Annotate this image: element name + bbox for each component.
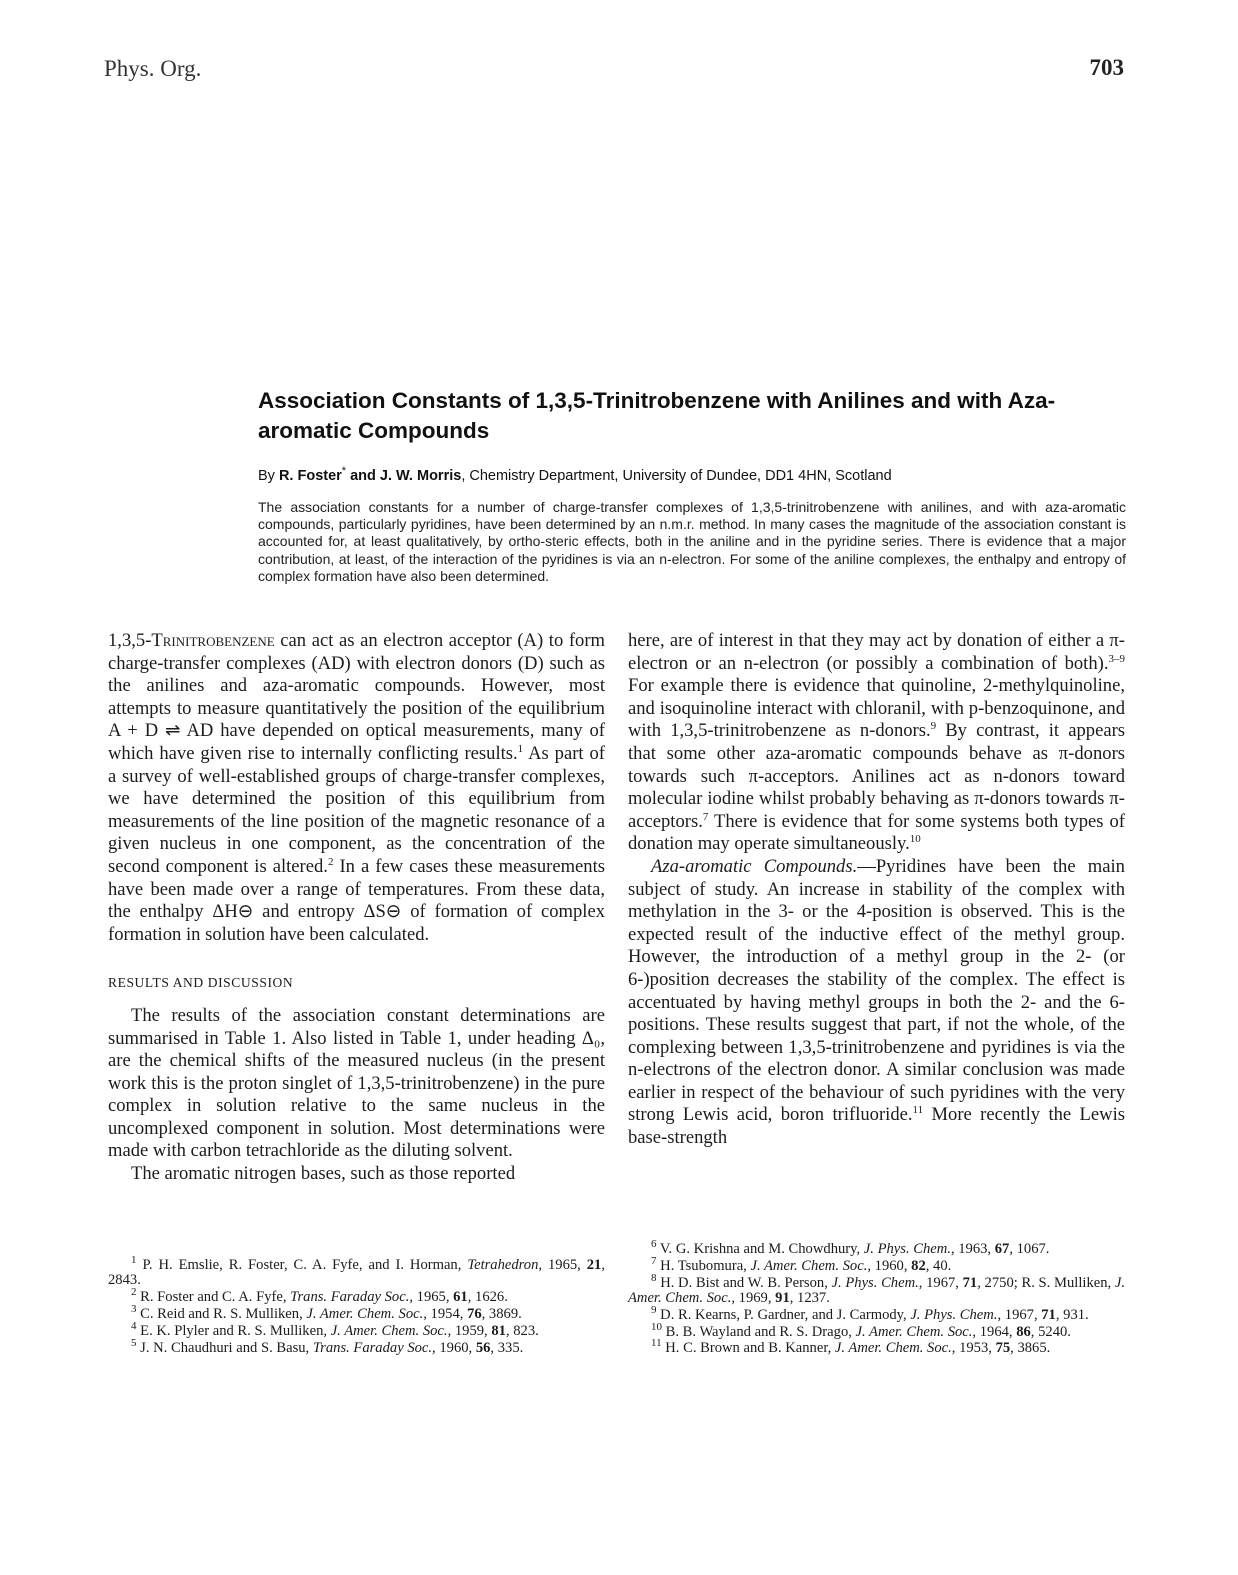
footnote-year: , 1953, <box>951 1340 996 1357</box>
footnote-journal: J. Amer. Chem. Soc. <box>750 1257 868 1274</box>
nitrogen-text-c: By contrast, it appears that some other aza-aromatic compounds behave as π-donors towards such π-acceptors. Anilines act as n-donors toward molecular iodine whilst probably behaving as π-donors towards π-acceptors. <box>628 720 1125 832</box>
nitrogen-text-b: For example there is evidence that quinoline, 2-methylquinoline, and isoquinoline interact with chloranil, with p-benzoquinone, and with 1,3,5-trinitrobenzene as n-donors. <box>628 675 1125 742</box>
footnote-journal-2: J. Amer. Chem. Soc. <box>628 1274 1125 1306</box>
footnote-pages: , 1626. <box>467 1289 508 1306</box>
ref-11: 11 <box>912 1104 924 1117</box>
footnote-volume: 75 <box>995 1340 1011 1357</box>
affiliation: , Chemistry Department, University of Dundee, DD1 4HN, Scotland <box>461 468 892 484</box>
footnote-pages: , 3865. <box>1010 1340 1051 1357</box>
footnote-year: , 1967, <box>997 1306 1042 1323</box>
footnote-authors: J. N. Chaudhuri and S. Basu, <box>140 1339 313 1356</box>
footnote-5 <box>108 1336 605 1356</box>
footnote-volume: 76 <box>467 1306 482 1322</box>
footnote-pages: , 2843. <box>108 1257 605 1289</box>
footnote-11 <box>628 1337 1125 1357</box>
nitrogen-paragraph-start: The aromatic nitrogen bases, such as those reported <box>131 1163 516 1185</box>
footnote-pages: , 931. <box>1055 1306 1089 1323</box>
aza-text-a: —Pyridines have been the main subject of study. An increase in stability of the complex with methylation in the 3- or the 4-position is observed. This is the expected result of the inductive effect of the methyl group. However, the introduction of a methyl group in the 2- (or 6-)position decreases the stability of the complex. The effect is accentuated by having methyl groups in both the 2- and the 6-positions. These results suggest that part, if not the whole, of the complexing between 1,3,5-trinitrobenzene and pyridines is via the n-electrons of the electron donor. A similar conclusion was made earlier in respect of the behaviour of such pyridines with the very strong Lewis acid, boron trifluoride. <box>628 855 1125 1126</box>
footnote-authors: D. R. Kearns, P. Gardner, and J. Carmody, <box>660 1306 911 1323</box>
aza-paragraph <box>628 856 1125 1150</box>
footnote-pages: , 335. <box>490 1339 524 1356</box>
footnote-number: 10 <box>651 1320 662 1333</box>
footnote-number: 9 <box>651 1303 657 1316</box>
intro-text-b: As part of a survey of well-established groups of charge-transfer complexes, we have determined the position of this equilibrium from measurements of the line position of the magnetic resonance of a given nucleus in one component, as the concentration of the second component is altered. <box>108 742 605 877</box>
footnote-number: 11 <box>651 1337 662 1350</box>
footnote-journal: Trans. Faraday Soc. <box>290 1289 410 1306</box>
footnote-10 <box>628 1320 1125 1340</box>
footnote-pages: , 2750; R. S. Mulliken, <box>977 1274 1115 1291</box>
footnote-year: , 1964, <box>972 1323 1017 1340</box>
ref-3-9: 3–9 <box>1108 652 1125 665</box>
footnote-number: 3 <box>131 1303 137 1316</box>
footnote-year: , 1965, <box>409 1289 454 1306</box>
footnote-3 <box>108 1303 605 1322</box>
footnote-number: 7 <box>651 1254 657 1267</box>
section-heading-results: RESULTS AND DISCUSSION <box>108 975 294 991</box>
footnote-authors: H. D. Bist and W. B. Person, <box>660 1274 832 1291</box>
footnote-volume: 21 <box>586 1257 602 1273</box>
footnote-year: , 1963, <box>950 1241 995 1257</box>
intro-paragraph <box>108 630 605 946</box>
running-head: Phys. Org. <box>104 56 202 81</box>
footnote-volume: 71 <box>1041 1306 1056 1323</box>
footnote-journal: J. Phys. Chem. <box>863 1241 951 1257</box>
page-number: 703 <box>1089 55 1124 80</box>
corresponding-author-mark: * <box>341 465 347 478</box>
footnotes-right <box>628 1238 1125 1358</box>
footnote-year-2: , 1969, <box>731 1290 776 1306</box>
nitrogen-text-a: here, are of interest in that they may act by donation of either a π-electron or an n-electron (or possibly a combination of both). <box>628 630 1125 674</box>
footnote-year: , 1965, <box>538 1257 587 1273</box>
footnote-year: , 1959, <box>447 1322 492 1339</box>
footnote-journal: Tetrahedron <box>467 1257 539 1273</box>
byline <box>258 465 1126 484</box>
footnote-volume-2: 91 <box>775 1290 790 1306</box>
intro-text-c: In a few cases these measurements have been made over a range of temperatures. From these data, the enthalpy ΔH⊖ and entropy ΔS⊖ of formation of complex formation in solution have been calculated. <box>108 855 605 945</box>
footnote-number: 5 <box>131 1336 137 1349</box>
footnote-year: , 1960, <box>867 1257 912 1274</box>
footnote-journal: J. Amer. Chem. Soc. <box>855 1323 973 1340</box>
footnote-journal: J. Amer. Chem. Soc. <box>834 1340 952 1357</box>
aza-text-b: More recently the Lewis base-strength <box>628 1104 1126 1149</box>
footnote-volume: 86 <box>1016 1323 1031 1340</box>
footnote-pages: , 823. <box>505 1322 539 1339</box>
footnote-4 <box>108 1319 605 1339</box>
ref-7: 7 <box>702 810 709 823</box>
footnote-journal: Trans. Faraday Soc. <box>312 1339 433 1356</box>
author-1: R. Foster <box>278 468 342 484</box>
footnote-pages: , 3869. <box>481 1306 522 1322</box>
ref-1: 1 <box>517 742 524 755</box>
footnote-pages: , 40. <box>925 1257 952 1274</box>
footnote-year: , 1960, <box>432 1339 476 1356</box>
left-column <box>108 630 605 1186</box>
footnote-authors: C. Reid and R. S. Mulliken, <box>140 1306 307 1322</box>
footnote-authors: H. Tsubomura, <box>660 1257 751 1274</box>
footnote-7 <box>628 1254 1125 1274</box>
footnotes-left <box>108 1254 605 1357</box>
byline-prefix: By <box>258 468 279 484</box>
author-2: J. W. Morris <box>379 468 462 484</box>
footnote-authors: V. G. Krishna and M. Chowdhury, <box>659 1241 864 1257</box>
footnote-volume: 61 <box>453 1289 468 1306</box>
byline-and: and <box>346 468 380 484</box>
footnote-number: 2 <box>131 1286 137 1299</box>
footnote-1 <box>108 1254 605 1289</box>
footnote-9 <box>628 1303 1125 1323</box>
footnote-journal: J. Phys. Chem. <box>910 1306 998 1323</box>
footnote-authors: R. Foster and C. A. Fyfe, <box>140 1289 291 1306</box>
footnote-pages: , 5240. <box>1030 1323 1071 1340</box>
footnote-authors: H. C. Brown and B. Kanner, <box>665 1340 835 1357</box>
footnote-journal: J. Phys. Chem. <box>831 1274 919 1291</box>
footnote-journal: J. Amer. Chem. Soc. <box>306 1306 424 1322</box>
aza-heading: Aza-aromatic Compounds. <box>651 855 858 877</box>
footnote-authors: E. K. Plyler and R. S. Mulliken, <box>140 1322 331 1339</box>
footnote-number: 8 <box>651 1271 657 1284</box>
footnote-number: 6 <box>651 1238 657 1251</box>
nitrogen-text-d: There is evidence that for some systems both types of donation may operate simultaneously. <box>628 810 1125 855</box>
footnote-authors: P. H. Emslie, R. Foster, C. A. Fyfe, and I. Horman, <box>142 1257 468 1273</box>
footnote-journal: J. Amer. Chem. Soc. <box>330 1322 448 1339</box>
intro-text-a: can act as an electron acceptor (A) to form charge-transfer complexes (AD) with electron donors (D) such as the anilines and aza-aromatic compounds. However, most attempts to measure quantitatively the position of the equilibrium A + D ⇌ AD have depended on optical measurements, many of which have given rise to internally conflicting results. <box>108 630 605 764</box>
footnote-6 <box>628 1238 1125 1257</box>
article-header <box>258 386 1126 585</box>
footnote-8 <box>628 1271 1125 1307</box>
nitrogen-paragraph-cont <box>628 630 1125 856</box>
footnote-pages-2: , 1237. <box>789 1290 830 1306</box>
footnote-volume: 71 <box>962 1274 978 1291</box>
article-title: Association Constants of 1,3,5-Trinitrobenzene with Anilines and with Aza-aromatic Compounds <box>258 388 1056 443</box>
footnote-volume: 56 <box>475 1339 491 1356</box>
footnote-volume: 67 <box>994 1241 1010 1257</box>
right-column <box>628 630 1125 1150</box>
abstract: The association constants for a number of charge-transfer complexes of 1,3,5-trinitrobenzene with anilines, and with aza-aromatic compounds, particularly pyridines, have been determined by an n.m.r. method. In many cases the magnitude of the association constant is accounted for, at least qualitatively, by ortho-steric effects, both in the aniline and in the pyridine series. There is evidence that a major contribution, at least, of the interaction of the pyridines is via an n-electron. For some of the aniline complexes, the enthalpy and entropy of complex formation have also been determined. <box>258 499 1126 584</box>
footnote-pages: , 1067. <box>1009 1241 1050 1257</box>
footnote-number: 4 <box>131 1319 137 1332</box>
ref-10: 10 <box>909 833 921 846</box>
results-paragraph: The results of the association constant determinations are summarised in Table 1. Also listed in Table 1, under heading Δ₀, are the chemical shifts of the measured nucleus (in the present work this is the proton singlet of 1,3,5-trinitrobenzene) in the pure complex in solution relative to the same nucleus in the uncomplexed component in solution. Most determinations were made with carbon tetrachloride as the diluting solvent. <box>108 1004 605 1162</box>
ref-9: 9 <box>930 720 937 733</box>
footnote-volume: 82 <box>911 1257 926 1274</box>
footnote-number: 1 <box>131 1254 137 1267</box>
footnote-authors: B. B. Wayland and R. S. Drago, <box>665 1323 856 1340</box>
ref-2: 2 <box>327 855 334 868</box>
footnote-year: , 1954, <box>423 1306 468 1322</box>
footnote-2 <box>108 1286 605 1306</box>
footnote-year: , 1967, <box>918 1274 963 1291</box>
footnote-volume: 81 <box>491 1322 506 1339</box>
intro-lead: 1,3,5-Trinitrobenzene <box>108 630 275 651</box>
